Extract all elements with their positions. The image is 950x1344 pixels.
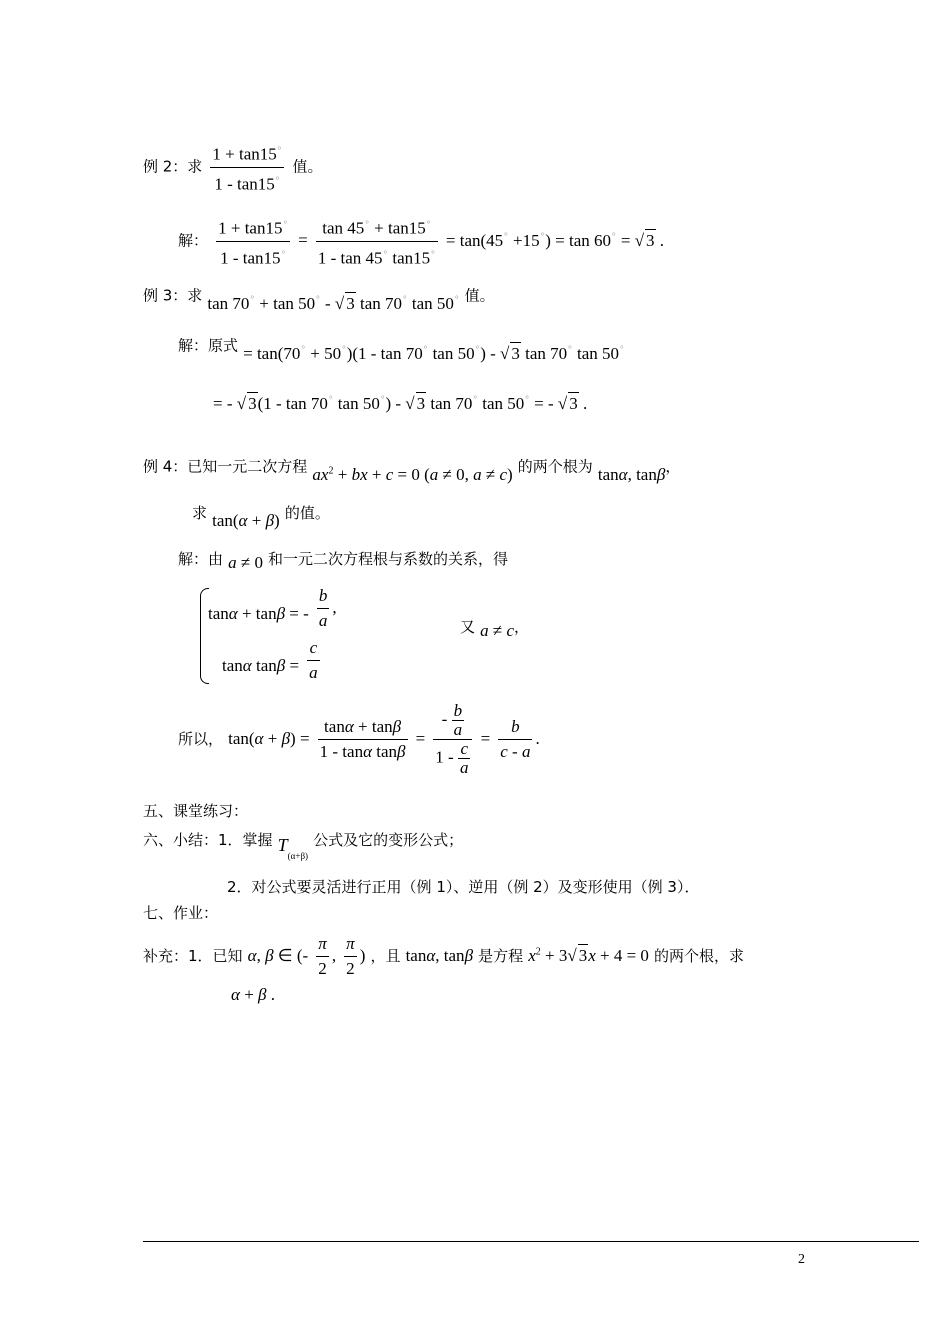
example-4-ask: 求 tan(α + β) 的值。: [192, 504, 330, 530]
example-4-ask-suffix: 的值。: [284, 504, 330, 522]
example-2-solution: 解： $\frac{1 + \tan 15^\circ}{1 - \tan 15^\circ}$ = $\frac{\tan 45^\circ + \tan 15^\circ}{1 - \tan 45^\circ \tan 15^\circ}$ = tan(45° +15°) = tan 60° = √ 3 .: [178, 212, 664, 270]
section-7-heading: 七、作业：: [143, 904, 219, 922]
example-3-suffix: 值。: [464, 286, 495, 305]
example-4-label: 例 4：已知一元二次方程: [143, 457, 308, 476]
example-2-fraction: $\frac{1 + \tan 15^\circ}{1 - \tan 15^\circ}$: [210, 138, 284, 196]
example-3-solution-label: 解：原式: [178, 336, 239, 355]
section-6-line2: 2．对公式要灵活进行正用（例 1）、逆用（例 2）及变形使用（例 3）．: [227, 878, 700, 896]
system-also: 又 a ≠ c，: [460, 618, 530, 640]
example-4-also: 又: [460, 618, 476, 636]
section-6-label: 六、小结：1．掌握: [143, 831, 273, 849]
example-3-label: 例 3：求: [143, 286, 203, 305]
extra-end: 的两个根，求: [654, 947, 745, 965]
example-4-question: 例 4：已知一元二次方程 $ax^2$ + bx + c = 0 (a ≠ 0, a ≠ c) 的两个根为 tanα, tanβ，: [143, 457, 681, 484]
example-3-question: 例 3：求 tan 70° + tan 50° - √ 3 tan 70° tan 50° 值。: [143, 286, 495, 313]
extra-mid2: 是方程: [478, 947, 524, 965]
extra-mid: ，且: [370, 947, 401, 965]
example-2-label: 例 2：求: [143, 157, 203, 176]
footer-rule: [143, 1241, 919, 1242]
section-6-suffix: 公式及它的变形公式；: [313, 831, 464, 849]
example-4-solution-intro: 解：由 a ≠ 0 和一元二次方程根与系数的关系，得: [178, 550, 509, 572]
example-4-solution-label: 解：由: [178, 550, 224, 568]
extra-label: 补充：1．已知: [143, 947, 243, 965]
example-3-solution-line1: 解：原式 = tan(70° + 50°)(1 - tan 70° tan 50°) - √ 3 tan 70° tan 50°: [178, 336, 624, 363]
example-4-roots-text: 的两个根为: [517, 457, 593, 476]
system-eq-1: tanα + tanβ = - $\frac{b}{a}$ ,: [208, 586, 337, 630]
extra-exercise: 补充：1．已知 α, β ∈ (- $\frac{\pi}{2}$ , $\frac{\pi}{2}$ ) ，且 tanα, tanβ 是方程 $x^2 + 3√$ 3x + 4 = 0 的两个根，求: [143, 934, 745, 978]
section-5-heading: 五、课堂练习：: [143, 802, 249, 820]
example-3-solution-line2: = - √ 3(1 - tan 70° tan 50°) - √ 3 tan 70° tan 50° = - √ 3 .: [213, 393, 588, 413]
system-eq-2: tanα tanβ = $\frac{c}{a}$: [222, 638, 318, 682]
example-4-result: 所以， tan(α + β) = $\frac{\tan\alpha + \tan\beta}{\text{1 - tanα tanβ}}$ = - $\frac{b}{a}$ 1 - $\frac{c}{a}$ = $\frac{b}{c - a}$ .: [178, 701, 540, 777]
section-6-line1: 六、小结：1．掌握 $T_{(\alpha+\beta)}$ 公式及它的变形公式；: [143, 831, 464, 861]
example-4-solution-text: 和一元二次方程根与系数的关系，得: [268, 550, 509, 568]
example-4-so: 所以，: [178, 730, 224, 748]
example-2-solution-label: 解：: [178, 231, 209, 250]
example-2-question: [143, 138, 322, 196]
example-2-suffix: 值。: [292, 157, 323, 176]
page-number: 2: [798, 1252, 805, 1267]
example-4-ask-label: 求: [192, 504, 208, 522]
extra-target: α + β .: [231, 985, 275, 1004]
